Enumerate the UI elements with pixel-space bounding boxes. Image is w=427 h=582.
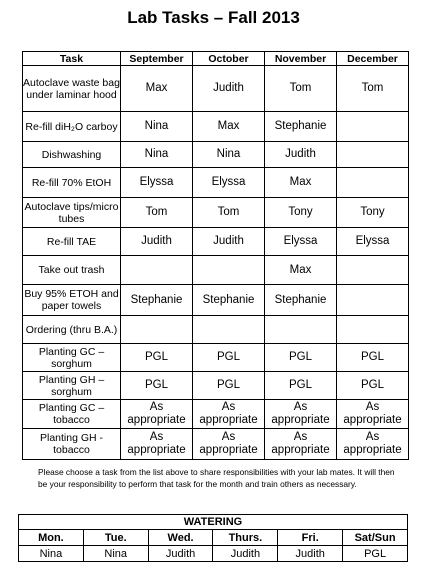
task-row [23, 66, 409, 112]
task-name: Autoclave waste bag under laminar hood [23, 66, 121, 112]
assignee-cell: PGL [337, 372, 409, 400]
assignee-cell: Nina [121, 112, 193, 142]
task-name: Dishwashing [23, 142, 121, 168]
header-september: September [121, 52, 193, 66]
task-row [23, 285, 409, 316]
watering-day: Mon. [19, 530, 84, 546]
assignee-cell: Nina [193, 142, 265, 168]
assignee-cell: Stephanie [193, 285, 265, 316]
watering-person: PGL [343, 546, 408, 562]
assignee-cell: Nina [121, 142, 193, 168]
header-october: October [193, 52, 265, 66]
assignee-cell: Max [265, 256, 337, 285]
watering-day: Sat/Sun [343, 530, 408, 546]
header-december: December [337, 52, 409, 66]
assignee-cell: Tom [121, 198, 193, 228]
assignee-cell: PGL [121, 372, 193, 400]
instructions-note: Please choose a task from the list above to share responsibilities with your lab mates. It will then be your responsibility to perform that task for the month and train others as necessary. [38, 467, 395, 489]
assignee-cell: Stephanie [121, 285, 193, 316]
assignee-cell [337, 142, 409, 168]
task-row [23, 429, 409, 460]
assignee-cell: Elyssa [265, 228, 337, 256]
assignee-cell: Judith [265, 142, 337, 168]
watering-person: Judith [148, 546, 213, 562]
assignee-cell [193, 256, 265, 285]
tasks-table [22, 51, 409, 460]
watering-title: WATERING [19, 515, 408, 530]
assignee-cell: Stephanie [265, 285, 337, 316]
watering-person: Nina [19, 546, 84, 562]
assignee-cell [337, 256, 409, 285]
assignee-cell: Max [265, 168, 337, 198]
page-title: Lab Tasks – Fall 2013 [127, 8, 300, 27]
assignee-cell: Tom [265, 66, 337, 112]
assignee-cell: PGL [193, 344, 265, 372]
assignee-cell: Tony [265, 198, 337, 228]
task-name: Re-fill 70% EtOH [23, 168, 121, 198]
watering-person: Judith [213, 546, 278, 562]
task-name: Buy 95% ETOH and paper towels [23, 285, 121, 316]
task-name: Planting GC – tobacco [23, 400, 121, 429]
assignee-cell [265, 316, 337, 344]
assignee-cell: As appropriate [265, 429, 337, 460]
watering-day: Tue. [83, 530, 148, 546]
assignee-cell: Max [121, 66, 193, 112]
watering-day: Wed. [148, 530, 213, 546]
watering-person: Judith [278, 546, 343, 562]
task-name: Ordering (thru B.A.) [23, 316, 121, 344]
assignee-cell: PGL [193, 372, 265, 400]
assignee-cell: Tom [193, 198, 265, 228]
watering-people-row [19, 546, 408, 562]
task-row [23, 228, 409, 256]
header-task: Task [23, 52, 121, 66]
task-name: Re-fill diH₂O carboy [23, 112, 121, 142]
task-row [23, 316, 409, 344]
assignee-cell: As appropriate [337, 429, 409, 460]
task-row [23, 198, 409, 228]
task-row [23, 168, 409, 198]
assignee-cell [337, 316, 409, 344]
watering-day: Thurs. [213, 530, 278, 546]
assignee-cell [337, 168, 409, 198]
assignee-cell [337, 285, 409, 316]
assignee-cell: Elyssa [337, 228, 409, 256]
assignee-cell: As appropriate [265, 400, 337, 429]
assignee-cell: PGL [337, 344, 409, 372]
watering-person: Nina [83, 546, 148, 562]
task-name: Planting GC – sorghum [23, 344, 121, 372]
task-row [23, 372, 409, 400]
assignee-cell: PGL [265, 372, 337, 400]
assignee-cell: Judith [121, 228, 193, 256]
task-name: Take out trash [23, 256, 121, 285]
task-name: Autoclave tips/micro tubes [23, 198, 121, 228]
assignee-cell: As appropriate [121, 400, 193, 429]
assignee-cell: As appropriate [193, 400, 265, 429]
header-november: November [265, 52, 337, 66]
assignee-cell: Elyssa [193, 168, 265, 198]
task-row [23, 256, 409, 285]
assignee-cell: Stephanie [265, 112, 337, 142]
assignee-cell: As appropriate [121, 429, 193, 460]
assignee-cell: As appropriate [337, 400, 409, 429]
assignee-cell [337, 112, 409, 142]
task-row [23, 344, 409, 372]
watering-table [18, 514, 408, 562]
task-row [23, 142, 409, 168]
watering-day: Fri. [278, 530, 343, 546]
assignee-cell: Max [193, 112, 265, 142]
task-name: Planting GH - tobacco [23, 429, 121, 460]
assignee-cell [121, 316, 193, 344]
assignee-cell: Elyssa [121, 168, 193, 198]
task-name: Re-fill TAE [23, 228, 121, 256]
assignee-cell: PGL [265, 344, 337, 372]
assignee-cell: Tony [337, 198, 409, 228]
task-row [23, 400, 409, 429]
assignee-cell: Judith [193, 228, 265, 256]
tasks-header-row [23, 52, 409, 66]
assignee-cell: PGL [121, 344, 193, 372]
assignee-cell: Tom [337, 66, 409, 112]
assignee-cell: As appropriate [193, 429, 265, 460]
assignee-cell: Judith [193, 66, 265, 112]
assignee-cell [193, 316, 265, 344]
assignee-cell [121, 256, 193, 285]
task-row [23, 112, 409, 142]
task-name: Planting GH – sorghum [23, 372, 121, 400]
watering-days-row [19, 530, 408, 546]
